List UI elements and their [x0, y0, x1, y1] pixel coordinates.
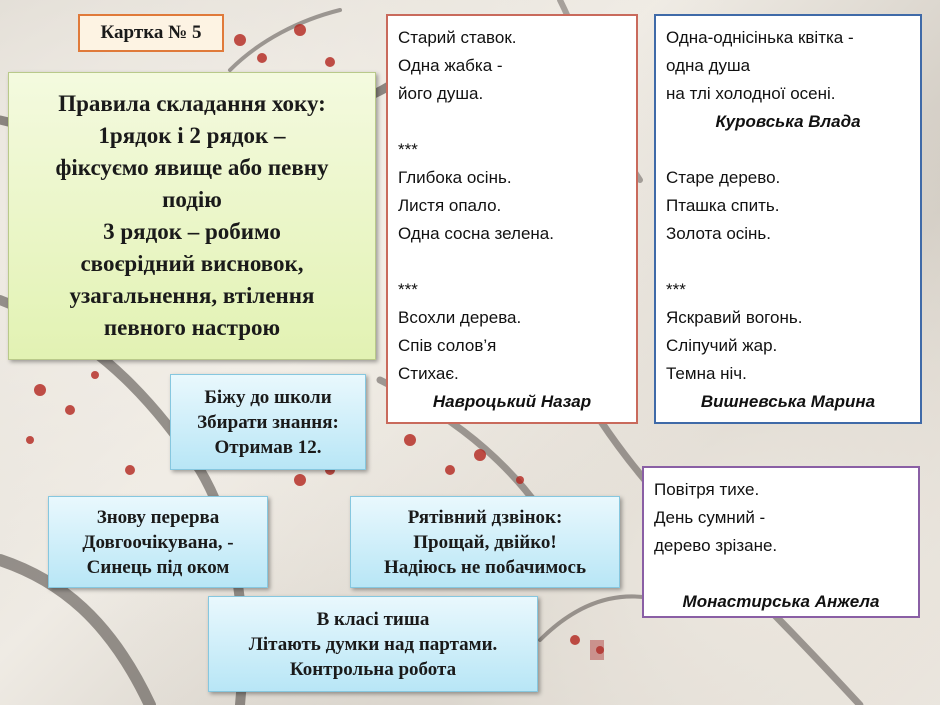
- haiku-line: Рятівний дзвінок:: [407, 506, 563, 528]
- poem-line: на тлі холодної осені.: [666, 84, 836, 103]
- poem-line: Одна сосна зелена.: [398, 224, 554, 243]
- rules-line: 1рядок і 2 рядок –: [98, 123, 286, 148]
- poem-gap: [398, 108, 626, 136]
- poem-card-vlada-maryna: [654, 14, 922, 424]
- haiku-line: Літають думки над партами.: [248, 633, 498, 655]
- rules-line: фіксуємо явище або певну: [55, 155, 329, 180]
- poem-line: Глибока осінь.: [398, 168, 512, 187]
- poem-author: Куровська Влада: [715, 112, 861, 131]
- poem-line: Старе дерево.: [666, 168, 781, 187]
- haiku-school-box: [170, 374, 366, 470]
- rules-title: Правила складання хоку:: [58, 91, 326, 116]
- poem-line: День сумний -: [654, 508, 766, 527]
- poem-line: Стихає.: [398, 364, 459, 383]
- poem-separator: ***: [398, 140, 418, 159]
- poem-author: Вишневська Марина: [700, 392, 876, 411]
- haiku-line: Збирати знання:: [197, 411, 339, 433]
- rules-line: своєрідний висновок,: [80, 251, 304, 276]
- haiku-line: Знову перерва: [96, 506, 220, 528]
- haiku-bell-box: [350, 496, 620, 588]
- poem-card-nazar: [386, 14, 638, 424]
- haiku-rules-box: [8, 72, 376, 360]
- rules-line: узагальнення, втілення: [69, 283, 315, 308]
- poem-line: Листя опало.: [398, 196, 502, 215]
- poem-gap: [666, 248, 910, 276]
- haiku-line: Контрольна робота: [289, 658, 457, 680]
- rules-line: 3 рядок – робимо: [103, 219, 281, 244]
- poem-line: Всохли дерева.: [398, 308, 522, 327]
- poem-separator: ***: [398, 280, 418, 299]
- haiku-line: Надіюсь не побачимось: [383, 556, 587, 578]
- poem-line: Золота осінь.: [666, 224, 772, 243]
- poem-separator: ***: [666, 280, 686, 299]
- poem-line: Пташка спить.: [666, 196, 780, 215]
- haiku-line: Синець під оком: [86, 556, 230, 578]
- poem-line: дерево зрізане.: [654, 536, 778, 555]
- poem-author: Монастирська Анжела: [682, 592, 880, 611]
- haiku-line: Отримав 12.: [214, 436, 322, 458]
- rules-line: певного настрою: [103, 315, 281, 340]
- poem-gap: [654, 560, 908, 588]
- poem-line: Одна-однісінька квітка -: [666, 28, 854, 47]
- rules-line: подію: [162, 187, 222, 212]
- haiku-line: Довгоочікувана, -: [82, 531, 234, 553]
- card-number-label: Картка № 5: [78, 14, 224, 52]
- poem-line: Яскравий вогонь.: [666, 308, 803, 327]
- haiku-line: В класі тиша: [316, 608, 430, 630]
- poem-line: Темна ніч.: [666, 364, 747, 383]
- poem-gap: [398, 248, 626, 276]
- haiku-line: Прощай, двійко!: [413, 531, 557, 553]
- poem-line: одна душа: [666, 56, 751, 75]
- poem-line: Старий ставок.: [398, 28, 517, 47]
- poem-line: Одна жабка -: [398, 56, 503, 75]
- haiku-line: Біжу до школи: [204, 386, 332, 408]
- poem-gap: [666, 136, 910, 164]
- poem-line: Сліпучий жар.: [666, 336, 778, 355]
- poem-line: його душа.: [398, 84, 484, 103]
- haiku-break-box: [48, 496, 268, 588]
- haiku-class-box: [208, 596, 538, 692]
- poem-author: Навроцький Назар: [432, 392, 592, 411]
- poem-card-anzhela: [642, 466, 920, 618]
- poem-line: Спів солов’я: [398, 336, 497, 355]
- poem-line: Повітря тихе.: [654, 480, 760, 499]
